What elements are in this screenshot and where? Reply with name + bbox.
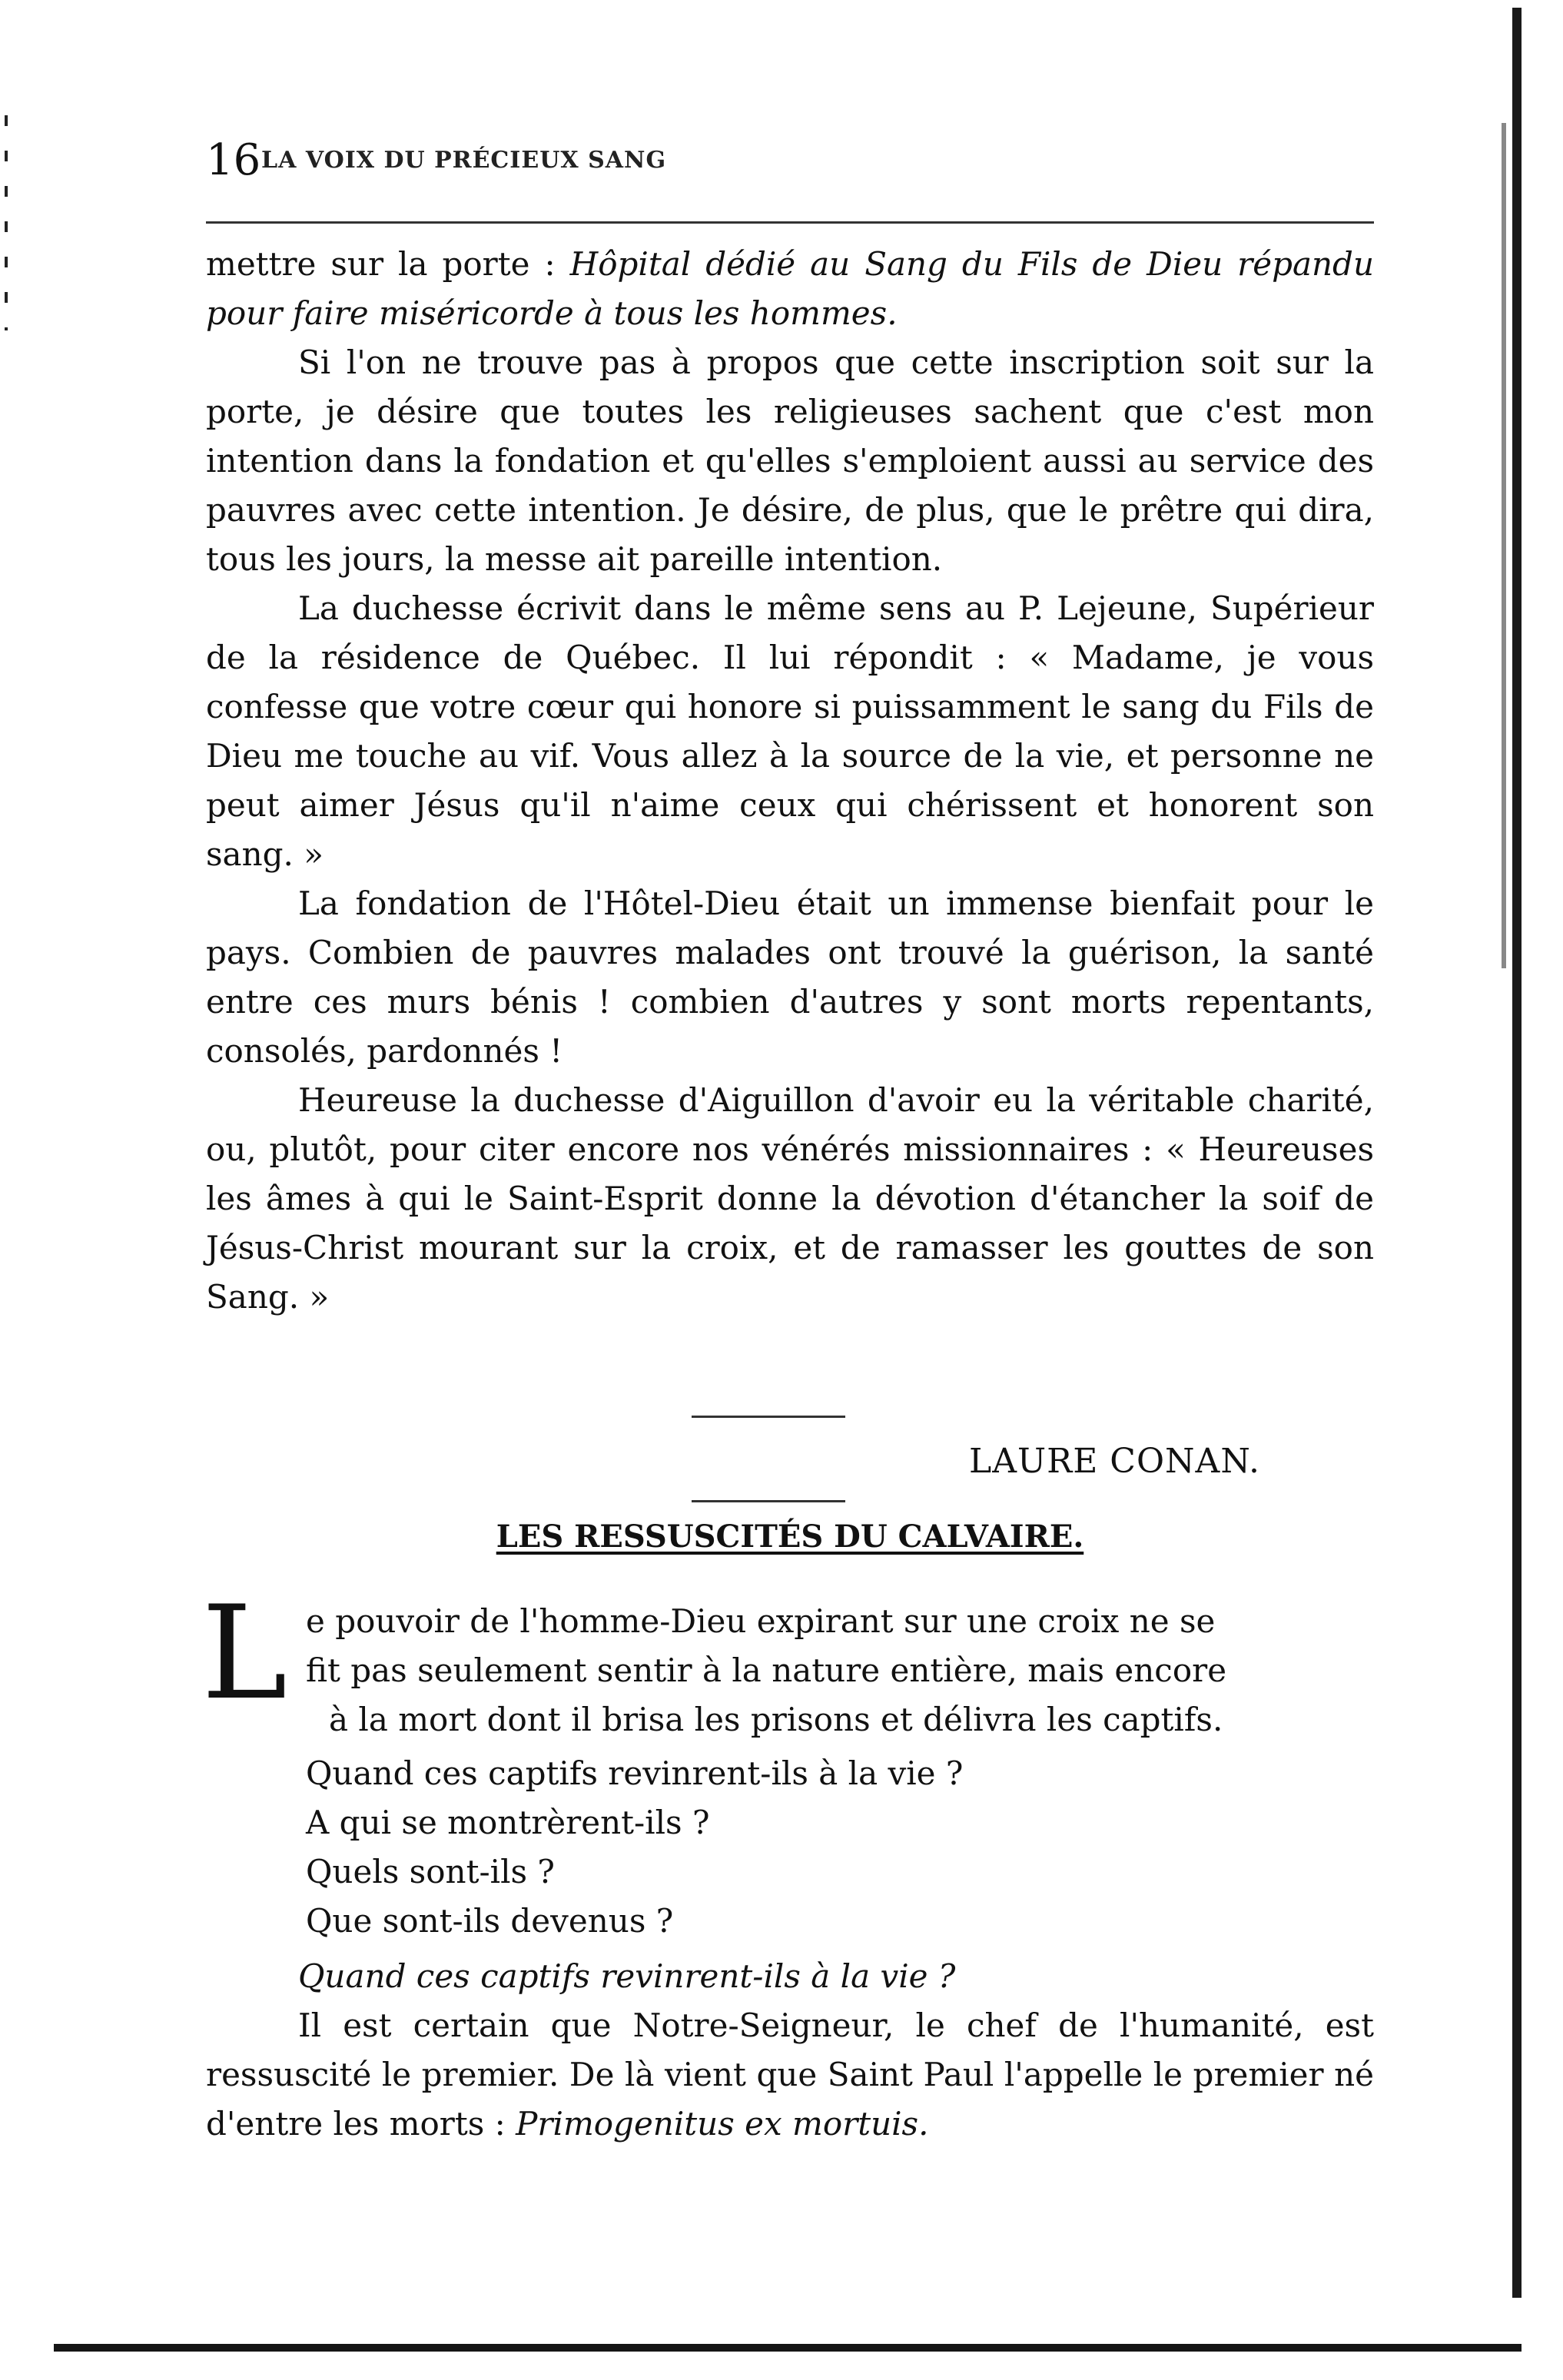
question-item: A qui se montrèrent-ils ?	[306, 1804, 710, 1841]
running-title: LA VOIX DU PRÉCIEUX SANG	[261, 147, 667, 174]
scan-edge-right-inner	[1502, 123, 1506, 968]
header-rule	[206, 221, 1374, 224]
question-item: Quels sont-ils ?	[306, 1853, 555, 1890]
paragraph-2: Si l'on ne trouve pas à propos que cette inscription soit sur la porte, je désire que toutes les religieuses sachent que c'est mon intention dans la fondation et qu'elles s'emploient aussi au service des pauvres avec cette intention. Je désire, de plus, que le prêtre qui dira, tous les jours, la messe ait pareille intention.	[206, 344, 1374, 578]
section-divider	[692, 1500, 845, 1502]
scan-edge-right	[1512, 8, 1522, 2298]
author-signature: LAURE CONAN.	[969, 1442, 1260, 1481]
latin-quote: Primogenitus ex mortuis.	[516, 2105, 929, 2143]
opening-line: e pouvoir de l'homme-Dieu expirant sur une croix ne se	[306, 1602, 1216, 1640]
scan-artifact-left	[5, 115, 8, 330]
opening-line: fit pas seulement sentir à la nature entière, mais encore	[306, 1651, 1227, 1689]
question-item: Que sont-ils devenus ?	[306, 1902, 674, 1940]
question-list	[306, 1749, 1228, 1946]
opening-line: à la mort dont il brisa les prisons et délivra les captifs.	[329, 1701, 1223, 1738]
final-paragraph	[206, 2001, 1374, 2149]
paragraph-3: La duchesse écrivit dans le même sens au P. Lejeune, Supérieur de la résidence de Québec. Il lui répondit : « Madame, je vous confesse que votre cœur qui honore si puissamment le sang du Fils de Dieu me touche au vif. Vous allez à la source de la vie, et personne ne peut aimer Jésus qu'il n'aime ceux qui chérissent et honorent son sang. »	[206, 589, 1374, 873]
section-title: LES RESSUSCITÉS DU CALVAIRE.	[496, 1519, 1084, 1555]
paragraph-1-text: mettre sur la porte :	[206, 245, 570, 283]
drop-cap: L	[201, 1578, 287, 1728]
page-number: 16	[206, 135, 261, 185]
paragraph-4: La fondation de l'Hôtel-Dieu était un immense bienfait pour le pays. Combien de pauvres malades ont trouvé la guérison, la santé entre ces murs bénis ! combien d'autres y sont morts repentants, consolés, pardonnés !	[206, 885, 1374, 1070]
page-header	[206, 135, 1374, 186]
section-divider	[692, 1416, 845, 1418]
italic-subheading: Quand ces captifs revinrent-ils à la vie ?	[298, 1957, 956, 1995]
section-opening	[206, 1597, 1374, 1744]
paragraph-5: Heureuse la duchesse d'Aiguillon d'avoir eu la véritable charité, ou, plutôt, pour citer encore nos vénérés missionnaires : « Heureuses les âmes à qui le Saint-Esprit donne la dévotion d'étancher la soif de Jésus-Christ mourant sur la croix, et de ramasser les gouttes de son Sang. »	[206, 1081, 1374, 1316]
article-body	[206, 240, 1374, 1322]
paragraph-1	[206, 240, 1374, 338]
hospital-inscription: Hôpital dédié au Sang du Fils de Dieu répandu pour faire miséricorde à tous les hommes.	[206, 245, 1374, 332]
scan-edge-bottom	[54, 2344, 1522, 2352]
final-paragraph-text: Il est certain que Notre-Seigneur, le chef de l'humanité, est ressuscité le premier. De là vient que Saint Paul l'appelle le premier né d'entre les morts :	[206, 2007, 1374, 2143]
section-body	[206, 1952, 1374, 2149]
question-item: Quand ces captifs revinrent-ils à la vie ?	[306, 1754, 964, 1792]
